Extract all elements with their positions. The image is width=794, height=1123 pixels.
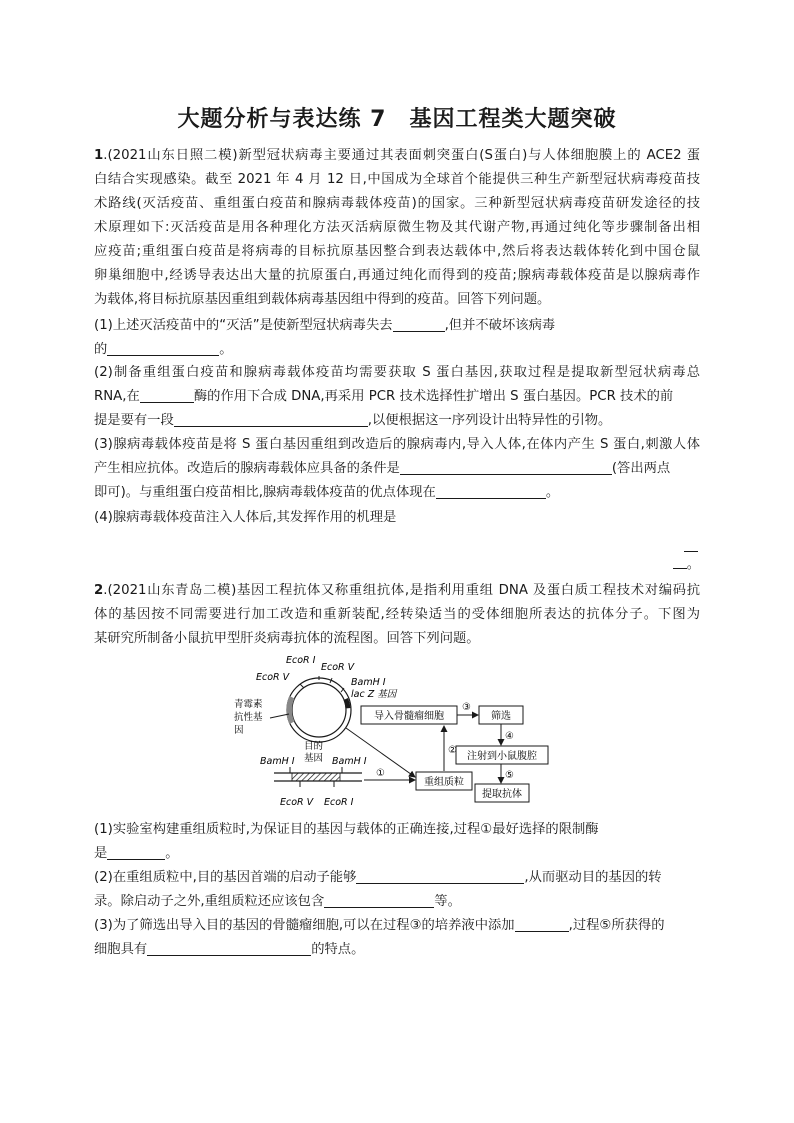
answer-blank[interactable] (107, 340, 219, 356)
q1-line-4: 术原理如下:灭活疫苗是用各种理化方法灭活病原微生物及其代谢产物,再通过纯化等步骤制备出相 (94, 220, 700, 235)
answer-blank[interactable] (515, 916, 569, 932)
svg-text:导入骨髓瘤细胞: 导入骨髓瘤细胞 (374, 711, 444, 722)
target-gene-dna (274, 767, 362, 787)
answer-blank[interactable] (356, 868, 524, 884)
q2-part-2-cont: 录。除启动子之外,重组质粒还应该包含 等。 (94, 894, 461, 909)
step-4-label: ④ (505, 731, 514, 742)
step-2-label: ② (448, 745, 457, 756)
bamhi-top-label: BamH Ⅰ (351, 677, 386, 688)
bamhi-right-label: BamH Ⅰ (332, 756, 367, 767)
answer-blank[interactable] (174, 411, 368, 427)
q1-part-3-cont2: 即可)。与重组蛋白疫苗相比,腺病毒载体疫苗的优点体现在 。 (94, 485, 560, 500)
svg-text:筛选: 筛选 (491, 711, 511, 722)
q2-part-3-cont: 细胞具有 的特点。 (94, 942, 365, 957)
svg-text:重组质粒: 重组质粒 (424, 777, 464, 788)
q1-part-1: (1)上述灭活疫苗中的“灭活”是使新型冠状病毒失去 ,但并不破坏该病毒 (94, 318, 556, 333)
q1-part-3: (3)腺病毒载体疫苗是将 S 蛋白基因重组到改造后的腺病毒内,导入人体,在体内产生 S 蛋白,刺激人体 (94, 437, 700, 452)
step-5-label: ⑤ (505, 770, 514, 781)
answer-blank[interactable] (107, 844, 165, 860)
answer-blank[interactable] (400, 459, 612, 475)
q1-line-6: 卵巢细胞中,经诱导表达出大量的抗原蛋白,再通过纯化而得到的疫苗;腺病毒载体疫苗是以腺病毒作 (94, 268, 700, 283)
answer-blank[interactable] (436, 483, 546, 499)
q2-part-3: (3)为了筛选出导入目的基因的骨髓瘤细胞,可以在过程③的培养液中添加 ,过程⑤所获得的 (94, 918, 665, 933)
q2-line-3: 某研究所制备小鼠抗甲型肝炎病毒抗体的流程图。回答下列问题。 (94, 631, 480, 646)
answer-blank[interactable] (393, 316, 445, 332)
q1-part-2-cont: RNA,在 酶的作用下合成 DNA,再采用 PCR 技术选择性扩增出 S 蛋白基因。PCR 技术的前 (94, 389, 674, 404)
ecorv-top-left-label: EcoR Ⅴ (256, 672, 290, 683)
q1-part-2-cont2: 提是要有一段 ,以便根据这一序列设计出特异性的引物。 (94, 413, 612, 428)
target-gene-label-2: 基因 (304, 753, 324, 764)
ecori-bottom-label: EcoR Ⅰ (324, 797, 354, 808)
svg-text:提取抗体: 提取抗体 (482, 789, 522, 800)
antibody-flow-diagram (234, 650, 574, 812)
bamhi-left-label: BamH Ⅰ (260, 756, 295, 767)
target-gene-label-1: 目的 (304, 741, 324, 752)
answer-blank[interactable] (140, 387, 194, 403)
q1-line-7: 为载体,将目标抗原基因重组到载体病毒基因组中得到的疫苗。回答下列问题。 (94, 292, 551, 307)
svg-text:注射到小鼠腹腔: 注射到小鼠腹腔 (467, 751, 537, 762)
amp-label-1: 青霉素 (234, 699, 263, 710)
ecorv-bottom-label: EcoR Ⅴ (280, 797, 314, 808)
q2-part-1: (1)实验室构建重组质粒时,为保证目的基因与载体的正确连接,过程①最好选择的限制酶 (94, 822, 599, 837)
q1-line-3: 术路线(灭活疫苗、重组蛋白疫苗和腺病毒载体疫苗)的国家。三种新型冠状病毒疫苗研发途径的技 (94, 196, 700, 211)
q1-number: 1 (94, 148, 104, 163)
answer-blank[interactable] (324, 892, 434, 908)
ampicillin-resistance-segment (286, 696, 294, 724)
ecorv-top-right-label: EcoR Ⅴ (321, 662, 355, 673)
answer-blank[interactable] (147, 940, 311, 956)
q1-line-2: 白结合实现感染。截至 2021 年 4 月 12 日,中国成为全球首个能提供三种生产新型冠状病毒疫苗技 (94, 172, 700, 187)
page-title: 大题分析与表达练 7 基因工程类大题突破 (177, 107, 617, 132)
q1-line-1: 1.(2021山东日照二模)新型冠状病毒主要通过其表面刺突蛋白(S蛋白)与人体细胞膜上的 ACE2 蛋 (94, 148, 700, 163)
q2-line-1: 2.(2021山东青岛二模)基因工程抗体又称重组抗体,是指利用重组 DNA 及蛋白质工程技术对编码抗 (94, 583, 700, 598)
amp-label-3: 因 (234, 725, 244, 736)
answer-blank[interactable] (684, 540, 698, 552)
q2-number: 2 (94, 583, 104, 598)
ecori-top-label: EcoR Ⅰ (286, 655, 316, 666)
answer-blank[interactable] (673, 556, 687, 569)
step-1-label: ① (376, 768, 385, 779)
amp-pointer (270, 714, 289, 718)
q2-part-2: (2)在重组质粒中,目的基因首端的启动子能够 ,从而驱动目的基因的转 (94, 870, 662, 885)
amp-label-2: 抗性基 (234, 712, 263, 723)
q2-part-1-cont: 是 。 (94, 846, 179, 861)
plasmid (286, 676, 351, 742)
q1-part-1-cont: 的 。 (94, 342, 233, 357)
q1-part-2: (2)制备重组蛋白疫苗和腺病毒载体疫苗均需要获取 S 蛋白基因,获取过程是提取新型冠状病毒总 (94, 365, 700, 380)
q2-line-2: 体的基因按不同需要进行加工改造和重新装配,经转染适当的受体细胞所表达的抗体分子。下图为 (94, 607, 700, 622)
step-3-label: ③ (462, 702, 471, 713)
q1-part-4-end: 。 (94, 555, 700, 575)
lacz-label: lac Z 基因 (351, 689, 397, 700)
q1-part-3-cont: 产生相应抗体。改造后的腺病毒载体应具备的条件是 (答出两点 (94, 461, 671, 476)
q1-part-4: (4)腺病毒载体疫苗注入人体后,其发挥作用的机理是 (94, 510, 397, 525)
q1-line-5: 应疫苗;重组蛋白疫苗是将病毒的目标抗原基因整合到表达载体中,然后将表达载体转化到中国仓鼠 (94, 244, 700, 259)
